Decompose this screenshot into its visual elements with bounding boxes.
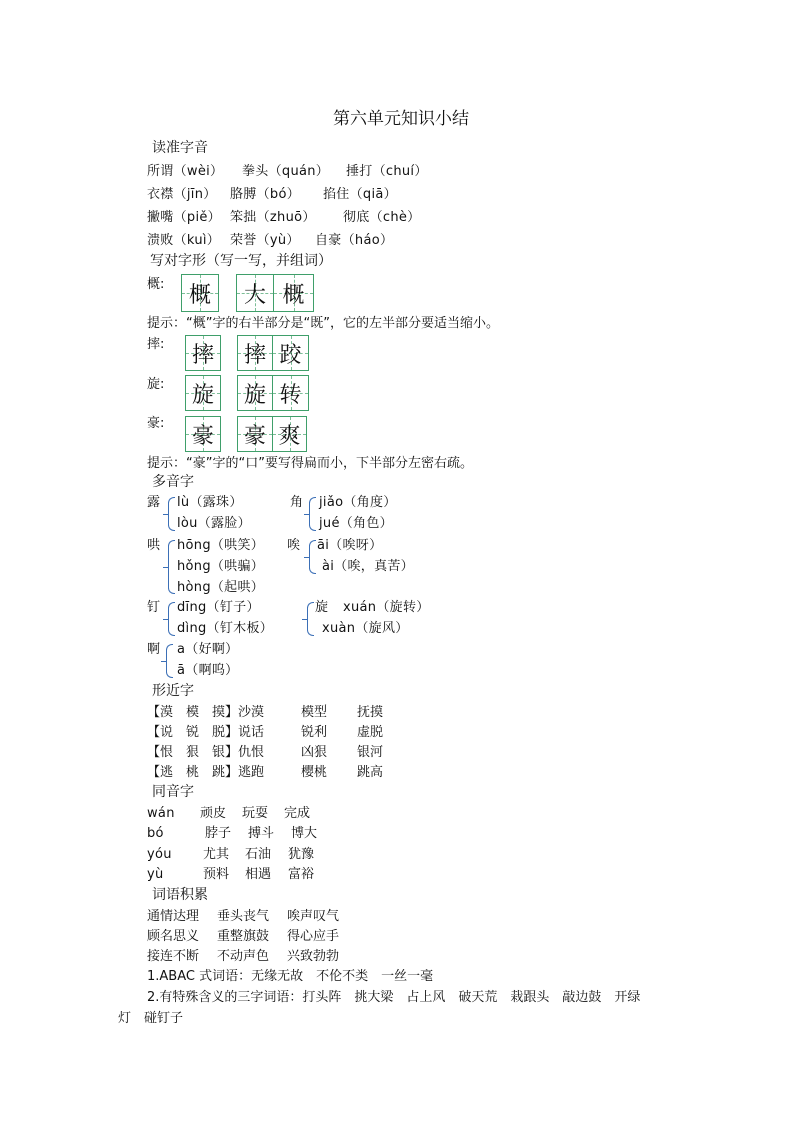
idiom: 顾名思义 <box>147 929 200 944</box>
poly-reading: hòng（起哄） <box>177 580 265 595</box>
grid-char: 大 <box>243 282 266 308</box>
grid-char: 跤 <box>279 342 302 368</box>
pron-item: 衣襟（jīn） <box>147 187 217 202</box>
three-char-words-cont: 灯 碰钉子 <box>118 1011 184 1026</box>
idiom: 不动声色 <box>217 949 270 964</box>
brace <box>168 497 175 531</box>
poly-char-jiao: 角 <box>290 495 304 510</box>
writing-grid-hao <box>185 416 221 452</box>
tip-gai: 提示：“概”字的右半部分是“既”，它的左半部分要适当缩小。 <box>147 316 499 331</box>
similar-word: 樱桃 <box>301 765 328 780</box>
brace <box>307 602 314 636</box>
section-heading-writing: 写对字形（写一写，并组词） <box>150 253 332 269</box>
grid-char: 概 <box>188 282 211 308</box>
grid-char: 豪 <box>243 423 266 449</box>
poly-reading: xuán（旋转） <box>343 600 430 615</box>
homophone-word: 富裕 <box>288 867 315 882</box>
homophone-word: 石油 <box>245 847 272 862</box>
poly-char-xuan: 旋 <box>315 600 329 615</box>
poly-reading: lù（露珠） <box>177 495 243 510</box>
poly-reading: hōng（哄笑） <box>177 538 265 553</box>
idiom: 通情达理 <box>147 909 200 924</box>
poly-char-ding: 钉 <box>147 600 161 615</box>
poly-reading: jiǎo（角度） <box>319 495 397 510</box>
writing-grid-shuai <box>185 335 221 371</box>
poly-char-lu: 露 <box>147 495 161 510</box>
brace <box>168 602 175 636</box>
poly-reading: āi（唉呀） <box>317 538 383 553</box>
three-char-words: 2.有特殊含义的三字词语：打头阵 挑大梁 占上风 破天荒 栽跟头 敲边鼓 开绿 <box>147 990 641 1005</box>
poly-reading: ài（唉，真苦） <box>322 559 414 574</box>
homophone-pinyin: bó <box>147 826 164 841</box>
brace <box>166 644 173 678</box>
grid-char: 豪 <box>191 423 214 449</box>
brace <box>309 497 316 531</box>
homophone-pinyin: yóu <box>147 847 172 862</box>
poly-reading: jué（角色） <box>319 516 393 531</box>
homophone-word: 顽皮 <box>200 806 227 821</box>
poly-char-ai: 唉 <box>287 538 301 553</box>
pron-item: 所谓（wèi） <box>147 164 224 179</box>
grid-cell <box>273 335 309 371</box>
writing-grid-xuan-word <box>237 375 309 411</box>
char-label-gai: 概: <box>147 277 165 292</box>
similar-word: 锐利 <box>301 725 328 740</box>
grid-cell <box>237 335 273 371</box>
writing-grid-shuai-word <box>237 335 309 371</box>
poly-reading: dīng（钉子） <box>177 600 260 615</box>
homophone-pinyin: yù <box>147 867 164 882</box>
section-heading-pronunciation: 读准字音 <box>152 140 208 156</box>
pron-item: 笨拙（zhuō） <box>230 210 316 225</box>
similar-group: 【恨 狠 银】仇恨 <box>147 745 265 760</box>
grid-cell <box>237 375 273 411</box>
poly-char-hong: 哄 <box>147 538 161 553</box>
tip-hao: 提示：“豪”字的“口”要写得扁而小，下半部分左密右疏。 <box>147 456 473 471</box>
writing-grid-gai-word <box>236 274 314 312</box>
poly-char-a: 啊 <box>147 642 161 657</box>
homophone-word: 完成 <box>284 806 311 821</box>
pron-item: 拳头（quán） <box>242 164 330 179</box>
grid-cell <box>185 335 221 371</box>
similar-group: 【逃 桃 跳】逃跑 <box>147 765 265 780</box>
pron-item: 捶打（chuí） <box>346 164 428 179</box>
homophone-pinyin: wán <box>147 806 175 821</box>
grid-cell <box>185 416 221 452</box>
pron-item: 掐住（qiā） <box>323 187 397 202</box>
grid-cell <box>273 375 309 411</box>
poly-reading: ā（啊呜） <box>177 663 239 678</box>
grid-char: 概 <box>282 282 305 308</box>
grid-char: 摔 <box>191 342 214 368</box>
poly-reading: dìng（钉木板） <box>177 621 274 636</box>
char-label-shuai: 摔: <box>147 337 165 352</box>
idiom: 唉声叹气 <box>287 909 340 924</box>
homophone-word: 搏斗 <box>248 826 275 841</box>
homophone-word: 相遇 <box>245 867 272 882</box>
pron-item: 胳膊（bó） <box>230 187 301 202</box>
idiom: 垂头丧气 <box>217 909 270 924</box>
pron-item: 自豪（háo） <box>315 233 394 248</box>
poly-reading: a（好啊） <box>177 642 239 657</box>
writing-grid-xuan <box>185 375 221 411</box>
grid-char: 旋 <box>191 382 214 408</box>
similar-word: 抚摸 <box>357 705 384 720</box>
grid-cell <box>273 416 307 452</box>
brace <box>309 540 316 574</box>
similar-group: 【漠 模 摸】沙漠 <box>147 705 265 720</box>
grid-cell <box>237 416 273 452</box>
writing-grid-hao-word <box>237 416 307 452</box>
poly-reading: xuàn（旋风） <box>322 621 409 636</box>
section-heading-homophone: 同音字 <box>152 784 194 800</box>
homophone-word: 博大 <box>291 826 318 841</box>
abac-words: 1.ABAC 式词语：无缘无故 不伦不类 一丝一毫 <box>147 969 434 984</box>
idiom: 重整旗鼓 <box>217 929 270 944</box>
idiom: 得心应手 <box>287 929 340 944</box>
poly-reading: hǒng（哄骗） <box>177 559 265 574</box>
writing-grid-gai <box>181 274 219 312</box>
pron-item: 彻底（chè） <box>343 210 421 225</box>
pron-item: 荣誉（yù） <box>230 233 300 248</box>
pron-item: 撇嘴（piě） <box>147 210 221 225</box>
grid-char: 摔 <box>243 342 266 368</box>
similar-word: 虚脱 <box>357 725 384 740</box>
grid-cell <box>181 274 219 312</box>
grid-char: 旋 <box>243 382 266 408</box>
pron-item: 溃败（kuì） <box>147 233 221 248</box>
char-label-xuan: 旋: <box>147 377 165 392</box>
page-title: 第六单元知识小结 <box>333 109 469 129</box>
similar-word: 模型 <box>301 705 328 720</box>
section-heading-polyphonic: 多音字 <box>152 474 194 490</box>
homophone-word: 玩耍 <box>242 806 269 821</box>
similar-word: 凶狠 <box>301 745 328 760</box>
grid-char: 转 <box>279 382 302 408</box>
section-heading-vocabulary: 词语积累 <box>152 887 208 903</box>
grid-cell <box>274 274 314 312</box>
homophone-word: 预料 <box>203 867 230 882</box>
char-label-hao: 豪: <box>147 416 165 431</box>
section-heading-similar: 形近字 <box>152 683 194 699</box>
poly-reading: lòu（露脸） <box>177 516 251 531</box>
grid-cell <box>185 375 221 411</box>
homophone-word: 脖子 <box>205 826 232 841</box>
similar-group: 【说 锐 脱】说话 <box>147 725 265 740</box>
grid-cell <box>236 274 274 312</box>
brace <box>168 540 175 594</box>
idiom: 兴致勃勃 <box>287 949 340 964</box>
idiom: 接连不断 <box>147 949 200 964</box>
similar-word: 银河 <box>357 745 384 760</box>
homophone-word: 犹豫 <box>288 847 315 862</box>
homophone-word: 尤其 <box>203 847 230 862</box>
similar-word: 跳高 <box>357 765 384 780</box>
grid-char: 爽 <box>278 423 301 449</box>
